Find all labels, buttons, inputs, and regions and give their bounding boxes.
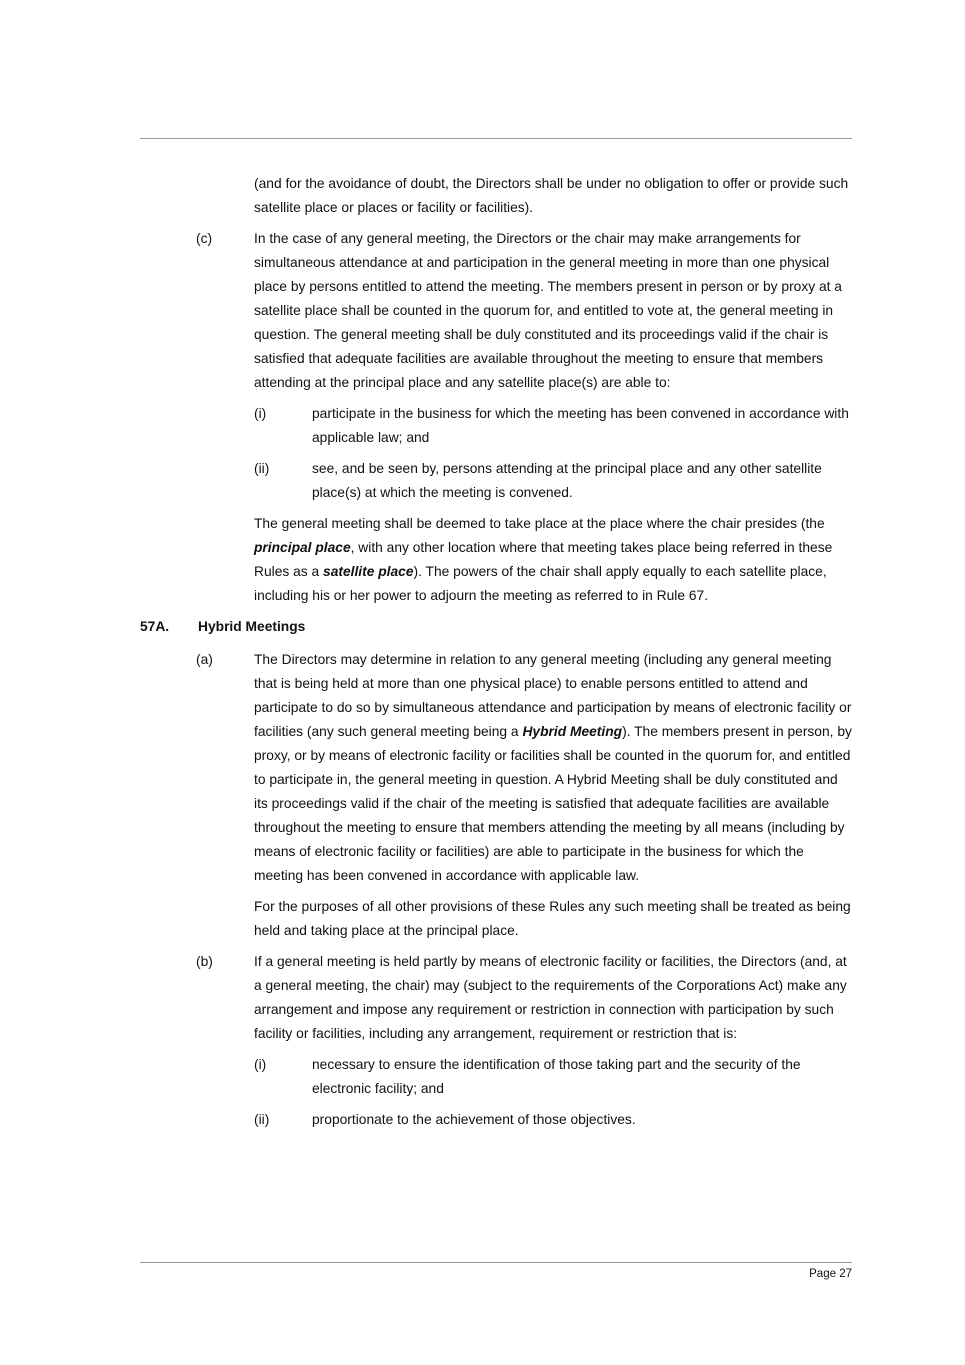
list-item (196, 648, 852, 888)
item-label: (i) (254, 406, 267, 421)
paragraph-text: participate in the business for which the meeting has been convened in accordance with applicable law; and (312, 406, 849, 445)
paragraph-text: necessary to ensure the identification of those taking part and the security of the electronic facility; and (312, 1057, 801, 1096)
paragraph-text: see, and be seen by, persons attending at the principal place and any other satellite place(s) at which the meeting is convened. (312, 461, 822, 500)
paragraph-text: In the case of any general meeting, the Directors or the chair may make arrangements for simultaneous attendance at and participation in the general meeting in more than one physical place by persons entitled to attend the meeting. The members present in person or by proxy at a satellite place shall be counted in the quorum for, and entitled to vote at, the general meeting in question. The general meeting shall be duly constituted and its proceedings valid if the chair is satisfied that adequate facilities are available throughout the meeting to ensure that members attending at the principal place and any satellite place(s) are able to: (254, 231, 842, 390)
section-heading (140, 615, 852, 639)
list-item (196, 227, 852, 395)
paragraph-text: proportionate to the achievement of those objectives. (312, 1112, 636, 1127)
list-item (254, 1108, 852, 1132)
list-item (254, 457, 852, 505)
item-label: (i) (254, 1057, 267, 1072)
page-number: Page 27 (809, 1268, 852, 1280)
item-label: (ii) (254, 461, 270, 476)
item-label: (ii) (254, 1112, 270, 1127)
paragraph-text: The Directors may determine in relation to any general meeting (including any general meeting that is being held at more than one physical place) to enable persons entitled to attend and participate to do so by simultaneous attendance and participation by means of electronic facility or facilities (any such general meeting being a Hybrid Meeting). The members present in person, by proxy, or by means of electronic facility or facilities shall be counted in the quorum for, and entitled to participate in, the general meeting in question. A Hybrid Meeting shall be duly constituted and its proceedings valid if the chair of the meeting is satisfied that adequate facilities are available throughout the meeting to ensure that members attending the meeting by all means (including by means of electronic facility or facilities) are able to participate in the business for which the meeting has been convened in accordance with applicable law. (254, 652, 852, 883)
item-label: 57A. (140, 619, 170, 634)
paragraph (254, 172, 852, 220)
item-label: (a) (196, 652, 213, 667)
document-blocks (140, 172, 852, 1139)
paragraph (254, 512, 852, 608)
paragraph (254, 895, 852, 943)
list-item (254, 1053, 852, 1101)
paragraph-text: The general meeting shall be deemed to take place at the place where the chair presides (the principal place, with any other location where that meeting takes place being referred in these Rules as a satellite place). The powers of the chair shall apply equally to each satellite place, including his or her power to adjourn the meeting as referred to in Rule 67. (254, 516, 833, 603)
paragraph-text: If a general meeting is held partly by means of electronic facility or facilities, the Directors (and, at a general meeting, the chair) may (subject to the requirements of the Corporations Act) make any arrangement and impose any requirement or restriction in connection with participation by such facility or facilities, including any arrangement, requirement or restriction that is: (254, 954, 847, 1041)
heading-text: Hybrid Meetings (198, 619, 306, 634)
paragraph-text: (and for the avoidance of doubt, the Directors shall be under no obligation to offer or provide such satellite place or places or facility or facilities). (254, 176, 849, 215)
header-rule (140, 138, 852, 139)
footer-rule (140, 1262, 852, 1263)
item-label: (b) (196, 954, 213, 969)
list-item (254, 402, 852, 450)
list-item (196, 950, 852, 1046)
item-label: (c) (196, 231, 213, 246)
paragraph-text: For the purposes of all other provisions of these Rules any such meeting shall be treated as being held and taking place at the principal place. (254, 899, 851, 938)
